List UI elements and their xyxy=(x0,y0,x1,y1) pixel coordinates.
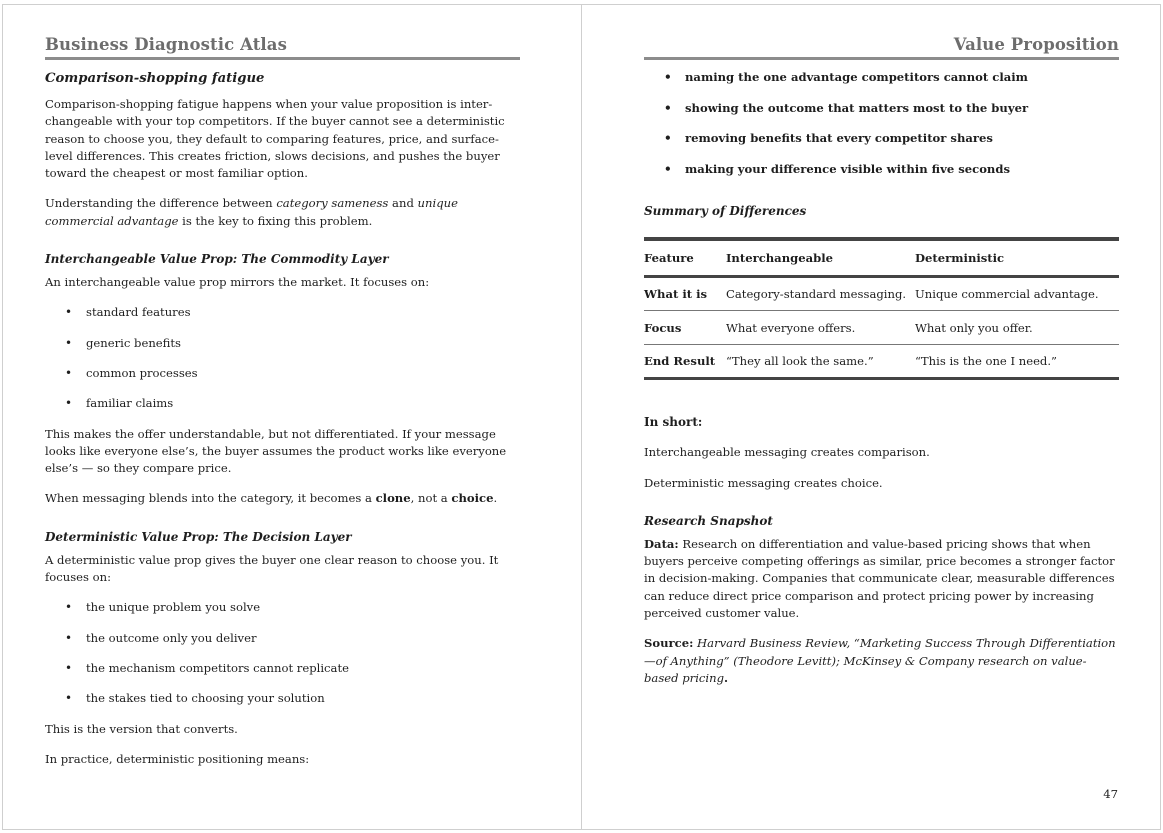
list-item: • the unique problem you solve xyxy=(45,599,520,616)
clone-mid: , not a xyxy=(410,491,452,506)
table-cell: Focus xyxy=(644,320,682,335)
table-cell: Unique commercial advantage. xyxy=(915,287,1099,301)
header-deterministic: Deterministic xyxy=(915,250,1005,265)
clone-sentence xyxy=(45,490,520,507)
table-cell: What everyone offers. xyxy=(726,320,856,335)
list-item: • naming the one advantage competitors cannot claim xyxy=(644,69,1119,86)
interchangeable-heading: Interchangeable Value Prop: The Commodity Layer xyxy=(45,252,389,267)
converts-sentence: This is the version that converts. xyxy=(45,721,238,736)
term-category-sameness: category sameness xyxy=(276,196,389,211)
data-label: Data: xyxy=(644,536,679,551)
differences-table xyxy=(644,237,1119,381)
list-item: • making your difference visible within five seconds xyxy=(644,161,1119,178)
clone-word: clone xyxy=(375,491,411,506)
list-item: • common processes xyxy=(45,365,520,382)
understanding-post: is the key to fixing this problem. xyxy=(178,213,373,228)
research-source xyxy=(644,635,1119,687)
table-row xyxy=(644,311,1119,345)
data-text: Research on differentiation and value-based pricing shows that when buyers perceive competing offerings as similar, price becomes a stronger factor in decision-making. Companies that communicate clear, measurable differences can reduce direct price comparison and protect pricing power by increasing perceived customer value. xyxy=(644,536,1115,621)
deterministic-heading: Deterministic Value Prop: The Decision Layer xyxy=(45,529,352,544)
table-row xyxy=(644,345,1119,379)
intro-paragraph: Comparison-shopping fatigue happens when your value proposition is interchangeable with your top competitors. If the buyer cannot see a deterministic reason to choose you, they default to comparing features, price, and surface-level differences. This creates friction, slows decisions, and pushes the buyer toward the cheapest or most familiar option. xyxy=(45,97,505,181)
page-number: 47 xyxy=(1103,787,1118,801)
list-item: • the mechanism competitors cannot replicate xyxy=(45,660,520,677)
list-item: • the outcome only you deliver xyxy=(45,630,520,647)
running-head-left: Business Diagnostic Atlas xyxy=(45,35,520,60)
running-head-right: Value Proposition xyxy=(644,35,1119,60)
list-item: • familiar claims xyxy=(45,395,520,412)
interchangeable-lead: An interchangeable value prop mirrors the market. It focuses on: xyxy=(45,275,430,290)
list-item: • generic benefits xyxy=(45,335,520,352)
source-label: Source: xyxy=(644,636,694,651)
source-end: . xyxy=(724,670,729,685)
header-feature: Feature xyxy=(644,250,694,265)
research-data xyxy=(644,536,1119,622)
table-header xyxy=(644,239,1119,277)
section-title: Comparison-shopping fatigue xyxy=(45,71,265,86)
research-heading: Research Snapshot xyxy=(644,513,773,528)
left-page xyxy=(2,4,582,830)
understanding-mid: and xyxy=(388,196,418,211)
term-unique-advantage: unique commercial advantage xyxy=(45,196,458,228)
table-header-row xyxy=(644,239,1119,277)
understanding-pre: Understanding the difference between xyxy=(45,196,277,211)
table-cell: What only you offer. xyxy=(915,320,1033,335)
summary-heading: Summary of Differences xyxy=(644,203,807,218)
practice-sentence: In practice, deterministic positioning means: xyxy=(45,751,310,766)
in-short-line: Deterministic messaging creates choice. xyxy=(644,475,883,490)
deterministic-lead: A deterministic value prop gives the buyer one clear reason to choose you. It focuses on: xyxy=(45,552,499,585)
list-item: • removing benefits that every competitor shares xyxy=(644,130,1119,147)
source-text: Harvard Business Review, “Marketing Success Through Differentiation—of Anything” (Theodore Levitt); McKinsey & Company research on value-based pricing xyxy=(644,636,1116,685)
in-short-label: In short: xyxy=(644,415,703,429)
clone-pre: When messaging blends into the category, it becomes a xyxy=(45,491,376,506)
understanding-paragraph xyxy=(45,195,520,230)
table-cell: End Result xyxy=(644,354,716,368)
table-row xyxy=(644,277,1119,311)
header-interchangeable: Interchangeable xyxy=(726,250,834,265)
interchangeable-paragraph: This makes the offer understandable, but not differentiated. If your message looks like everyone else’s, the buyer assumes the product works like everyone else’s — so they compare price. xyxy=(45,426,507,476)
list-item: • the stakes tied to choosing your solution xyxy=(45,690,520,707)
table-cell: “They all look the same.” xyxy=(726,354,874,368)
list-item: • showing the outcome that matters most to the buyer xyxy=(644,100,1119,117)
practice-list xyxy=(644,69,1119,178)
left-page-content xyxy=(45,35,520,781)
interchangeable-list xyxy=(45,304,520,412)
list-item: • standard features xyxy=(45,304,520,321)
right-page-content xyxy=(644,35,1119,700)
table-cell: “This is the one I need.” xyxy=(915,354,1057,368)
table-cell: What it is xyxy=(644,287,708,301)
clone-post: . xyxy=(493,491,498,506)
in-short-line: Interchangeable messaging creates comparison. xyxy=(644,445,930,460)
table-body xyxy=(644,277,1119,379)
deterministic-list xyxy=(45,599,520,707)
choice-word: choice xyxy=(451,491,494,506)
table-cell: Category-standard messaging. xyxy=(726,287,907,301)
right-page xyxy=(581,4,1161,830)
